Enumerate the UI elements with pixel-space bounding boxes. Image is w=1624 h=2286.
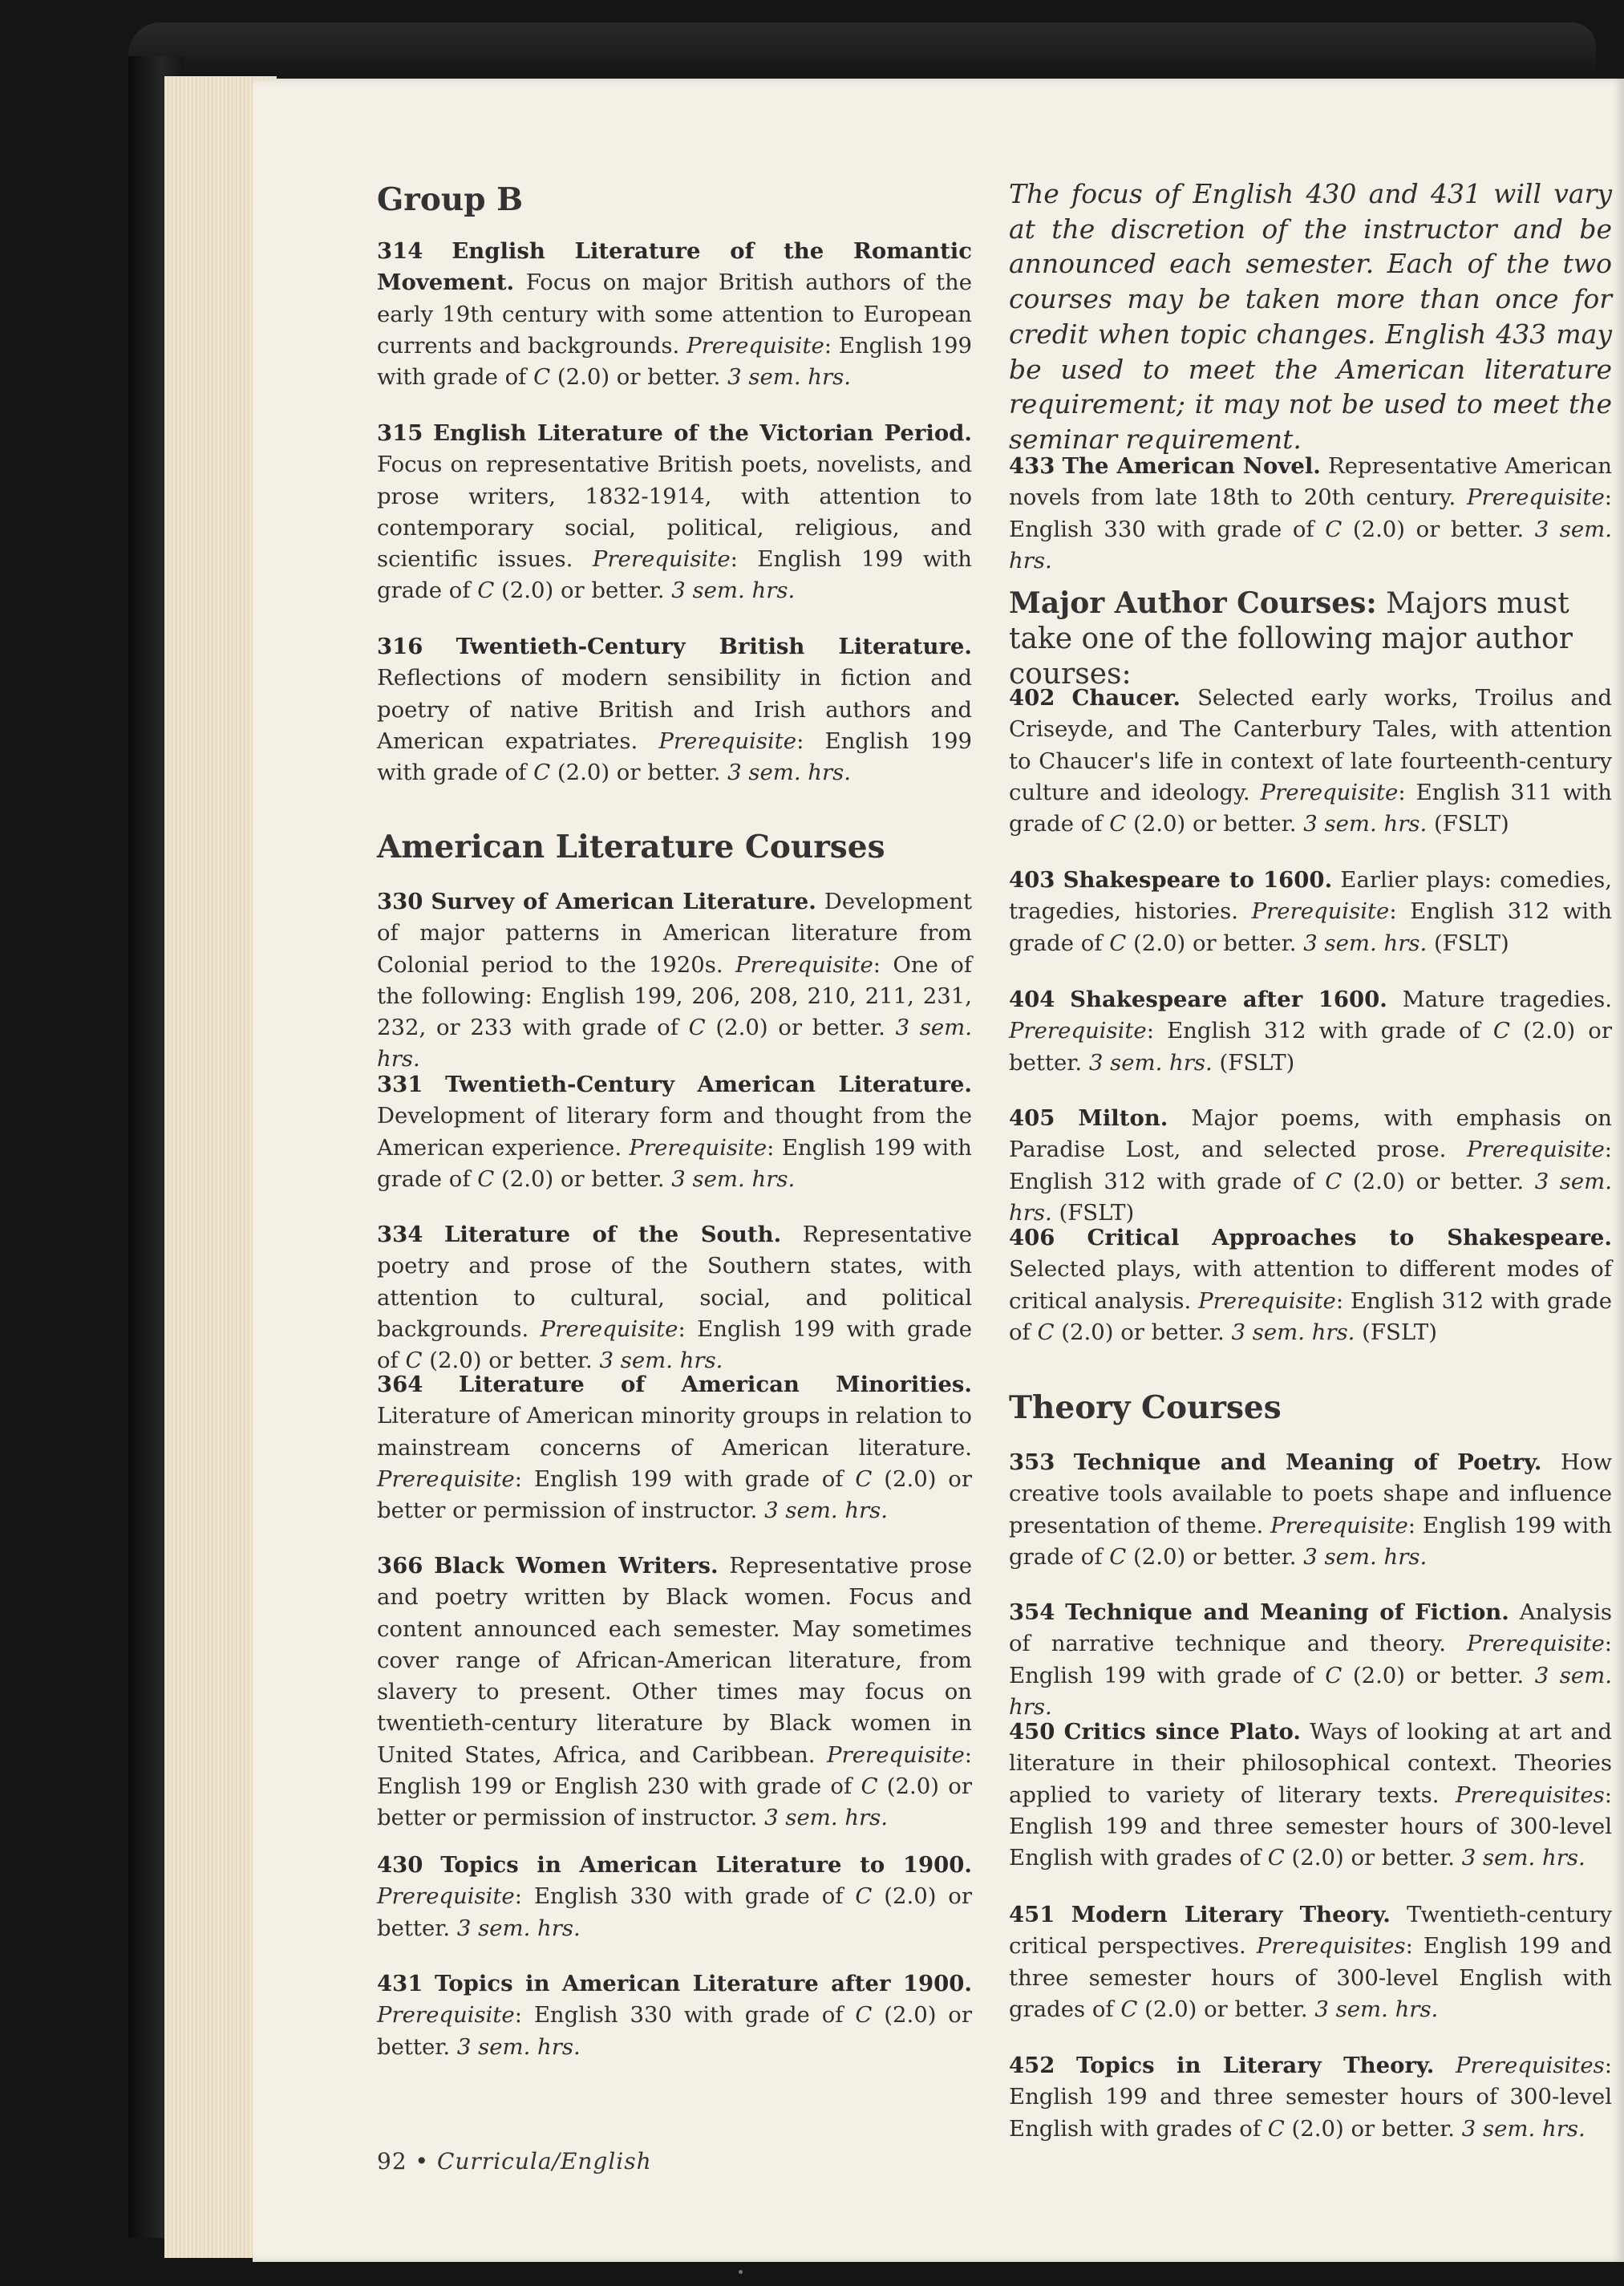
course-description: Earlier plays: comedies, tragedies, histories. bbox=[1009, 867, 1613, 925]
grade-letter: C bbox=[477, 1165, 495, 1192]
grade-letter: C bbox=[855, 2002, 873, 2029]
course-description: Representative American novels from late 18th to 20th century. bbox=[1009, 453, 1612, 511]
grade-letter: C bbox=[1267, 2115, 1285, 2142]
credit-hours: 3 sem. hrs. bbox=[1461, 2115, 1586, 2142]
prerequisite-text: : English 199 with grade of bbox=[377, 728, 972, 786]
prerequisite-text: : English 199 and three semester hours of 300-level English with grades of bbox=[1009, 1781, 1612, 1871]
prerequisite-label: Prerequisite bbox=[1009, 1018, 1147, 1044]
course-description: Reflections of modern sensibility in fiction and poetry of native British and Irish authors and American expatriates. bbox=[377, 665, 972, 754]
theory-heading: Theory Courses bbox=[1009, 1389, 1282, 1426]
grade-text: (2.0) or better. bbox=[1009, 1018, 1612, 1076]
grade-text: (2.0) or better. bbox=[1126, 1543, 1297, 1570]
american-literature-heading: American Literature Courses bbox=[377, 829, 885, 865]
course-description: Representative prose and poetry written by Black women. Focus and content announced each semester. May sometimes cover range of African-American literature, from slavery to present. Other times may focus on twentieth-century literature by Black women in United States, Africa, and Caribbean. bbox=[377, 1553, 973, 1768]
course-number: 316 bbox=[377, 634, 423, 659]
prerequisite-text: : English 199 with grade of bbox=[514, 1465, 856, 1492]
grade-letter: C bbox=[855, 1883, 873, 1910]
prerequisite-text: : English 199 with grade of bbox=[377, 1134, 972, 1192]
course-title: Literature of American Minorities. bbox=[458, 1372, 972, 1397]
course-description: Focus on representative British poets, novelists, and prose writers, 1832-1914, with attention to contemporary social, political, religious, and scientific issues. bbox=[377, 452, 972, 573]
grade-letter: C bbox=[533, 364, 551, 391]
prerequisite-label: Prerequisite bbox=[377, 1883, 515, 1910]
prerequisite-text: : English 199 with grade of bbox=[377, 1315, 972, 1374]
course-number: 366 bbox=[377, 1553, 423, 1579]
course-433 bbox=[1009, 451, 1612, 577]
grade-text: (2.0) or better. bbox=[550, 760, 721, 786]
prerequisite-text: : English 199 with grade of bbox=[1009, 1512, 1612, 1570]
course-tag: (FSLT) bbox=[1212, 1049, 1295, 1076]
prerequisite-label: Prerequisite bbox=[1467, 484, 1605, 511]
course-tag: (FSLT) bbox=[1427, 930, 1509, 956]
course-number: 364 bbox=[377, 1372, 423, 1397]
credit-hours: 3 sem. hrs. bbox=[1009, 1168, 1612, 1226]
course-354 bbox=[1009, 1597, 1612, 1723]
credit-hours: 3 sem. hrs. bbox=[1088, 1049, 1213, 1076]
course-number: 402 bbox=[1009, 685, 1055, 711]
course-title: Critics since Plato. bbox=[1063, 1719, 1301, 1745]
course-number: 406 bbox=[1009, 1225, 1055, 1250]
course-331 bbox=[377, 1069, 972, 1195]
prerequisite-label: Prerequisite bbox=[1251, 898, 1390, 925]
grade-letter: C bbox=[855, 1465, 873, 1492]
footer-section: Curricula/English bbox=[436, 2148, 652, 2175]
course-title: English Literature of the Romantic Movement. bbox=[377, 238, 972, 296]
grade-text: (2.0) or better or permission of instructor. bbox=[377, 1773, 972, 1831]
course-description: Representative poetry and prose of the Southern states, with attention to cultural, social, and political backgrounds. bbox=[377, 1222, 973, 1342]
major-author-heading-lead: Major Author Courses: bbox=[1009, 586, 1377, 620]
course-366 bbox=[377, 1550, 972, 1834]
prerequisite-label: Prerequisite bbox=[1467, 1631, 1605, 1657]
course-title: Critical Approaches to Shakespeare. bbox=[1087, 1225, 1612, 1250]
grade-text: (2.0) or better or permission of instructor. bbox=[377, 1465, 972, 1524]
page-footer bbox=[377, 2148, 652, 2175]
grade-text: (2.0) or better. bbox=[377, 1883, 972, 1941]
grade-text: (2.0) or better. bbox=[494, 1165, 665, 1192]
grade-letter: C bbox=[1325, 1662, 1343, 1688]
grade-letter: C bbox=[1109, 930, 1127, 956]
course-334 bbox=[377, 1219, 972, 1376]
grade-text: (2.0) or better. bbox=[1342, 1168, 1525, 1194]
prerequisite-text: : English 312 with grade of bbox=[1146, 1018, 1493, 1044]
course-description: Development of literary form and thought from the American experience. bbox=[377, 1103, 972, 1161]
prerequisite-text: : English 199 with grade of bbox=[377, 332, 973, 391]
course-406 bbox=[1009, 1222, 1612, 1348]
course-314 bbox=[377, 236, 972, 393]
course-315 bbox=[377, 418, 972, 607]
course-number: 353 bbox=[1009, 1449, 1055, 1475]
prerequisite-label: Prerequisite bbox=[686, 332, 824, 359]
grade-text: (2.0) or better. bbox=[1054, 1319, 1225, 1345]
prerequisite-label: Prerequisites bbox=[1455, 1781, 1605, 1808]
credit-hours: 3 sem. hrs. bbox=[1303, 811, 1428, 837]
course-title: Twentieth-Century British Literature. bbox=[456, 634, 972, 659]
course-number: 451 bbox=[1009, 1902, 1055, 1927]
course-title: Chaucer. bbox=[1071, 685, 1181, 711]
prerequisite-text: : English 330 with grade of bbox=[514, 2002, 856, 2029]
credit-hours: 3 sem. hrs. bbox=[727, 760, 852, 786]
course-title: Literature of the South. bbox=[444, 1222, 782, 1247]
course-description: Ways of looking at art and literature in their philosophical context. Theories applied to variety of literary texts. bbox=[1009, 1719, 1612, 1808]
course-description: Mature tragedies. bbox=[1402, 987, 1612, 1012]
course-title: Shakespeare after 1600. bbox=[1070, 987, 1387, 1012]
prerequisite-label: Prerequisite bbox=[827, 1741, 965, 1768]
credit-hours: 3 sem. hrs. bbox=[456, 1915, 581, 1941]
prerequisite-text: : English 311 with grade of bbox=[1009, 779, 1612, 837]
prerequisite-label: Prerequisite bbox=[1270, 1512, 1408, 1538]
course-number: 330 bbox=[377, 889, 423, 914]
course-404 bbox=[1009, 984, 1612, 1079]
course-number: 314 bbox=[377, 238, 423, 264]
grade-text: (2.0) or better. bbox=[1342, 1662, 1525, 1688]
grade-letter: C bbox=[1109, 1543, 1127, 1570]
course-tag: (FSLT) bbox=[1427, 811, 1509, 837]
major-author-heading-rest: Majors must take one of the following major author courses: bbox=[1009, 587, 1573, 691]
course-title: Black Women Writers. bbox=[434, 1553, 719, 1579]
credit-hours: 3 sem. hrs. bbox=[1461, 1845, 1586, 1871]
credit-hours: 3 sem. hrs. bbox=[727, 364, 852, 391]
course-title: Topics in American Literature to 1900. bbox=[440, 1852, 972, 1878]
credit-hours: 3 sem. hrs. bbox=[1314, 1996, 1439, 2022]
course-number: 450 bbox=[1009, 1719, 1055, 1745]
grade-letter: C bbox=[688, 1015, 706, 1041]
course-430 bbox=[377, 1850, 972, 1944]
course-451 bbox=[1009, 1899, 1612, 2025]
course-title: Twentieth-Century American Literature. bbox=[445, 1072, 972, 1097]
course-number: 331 bbox=[377, 1072, 423, 1097]
course-number: 354 bbox=[1009, 1599, 1055, 1625]
course-364 bbox=[377, 1369, 972, 1526]
course-number: 315 bbox=[377, 420, 423, 446]
course-number: 433 bbox=[1009, 453, 1055, 479]
grade-letter: C bbox=[477, 578, 495, 604]
course-title: Modern Literary Theory. bbox=[1071, 1902, 1391, 1927]
prerequisite-label: Prerequisite bbox=[658, 728, 797, 754]
grade-letter: C bbox=[533, 760, 551, 786]
course-316 bbox=[377, 631, 972, 788]
prerequisite-text: : English 199 or English 230 with grade of bbox=[377, 1741, 972, 1800]
course-description: Selected plays, with attention to different modes of critical analysis. bbox=[1009, 1256, 1612, 1314]
prerequisite-label: Prerequisite bbox=[1260, 779, 1399, 805]
prerequisite-text: : English 199 and three semester hours of 300-level English with grades of bbox=[1009, 1933, 1612, 2022]
prerequisite-label: Prerequisite bbox=[540, 1315, 678, 1342]
grade-letter: C bbox=[1492, 1018, 1510, 1044]
grade-text: (2.0) or better. bbox=[1137, 1996, 1308, 2022]
catalog-page bbox=[253, 79, 1624, 2262]
course-title: Shakespeare to 1600. bbox=[1063, 867, 1333, 893]
course-description: Focus on major British authors of the early 19th century with some attention to European currents and backgrounds. bbox=[377, 270, 972, 359]
course-330 bbox=[377, 886, 972, 1076]
course-450 bbox=[1009, 1717, 1612, 1874]
course-452 bbox=[1009, 2050, 1612, 2145]
credit-hours: 3 sem. hrs. bbox=[1009, 516, 1612, 574]
grade-letter: C bbox=[1325, 516, 1343, 542]
credit-hours: 3 sem. hrs. bbox=[671, 578, 796, 604]
prerequisite-text: : English 312 with grade of bbox=[1009, 1137, 1612, 1194]
grade-letter: C bbox=[861, 1773, 878, 1800]
prerequisite-label: Prerequisite bbox=[1198, 1287, 1336, 1314]
grade-letter: C bbox=[1267, 1845, 1285, 1871]
prerequisite-text: : English 199 with grade of bbox=[1009, 1631, 1612, 1688]
credit-hours: 3 sem. hrs. bbox=[456, 2033, 581, 2060]
course-tag: (FSLT) bbox=[1355, 1319, 1437, 1345]
prerequisite-text: : One of the following: English 199, 206, 208, 210, 211, 231, 232, or 233 with grade of bbox=[377, 951, 973, 1041]
course-431 bbox=[377, 1968, 972, 2063]
course-402 bbox=[1009, 683, 1612, 840]
credit-hours: 3 sem. hrs. bbox=[1009, 1662, 1612, 1720]
credit-hours: 3 sem. hrs. bbox=[599, 1348, 723, 1374]
course-number: 452 bbox=[1009, 2053, 1055, 2078]
course-description: Development of major patterns in American literature from Colonial period to the 1920s. bbox=[377, 889, 972, 978]
prerequisite-label: Prerequisite bbox=[592, 546, 731, 573]
prerequisite-label: Prerequisite bbox=[629, 1134, 767, 1161]
course-405 bbox=[1009, 1103, 1612, 1229]
group-b-heading: Group B bbox=[377, 181, 524, 218]
course-description: Twentieth-century critical perspectives. bbox=[1009, 1902, 1613, 1960]
prerequisite-label: Prerequisite bbox=[377, 1465, 515, 1492]
course-number: 430 bbox=[377, 1852, 423, 1878]
grade-text: (2.0) or better. bbox=[494, 578, 665, 604]
grade-text: (2.0) or better. bbox=[377, 2002, 972, 2060]
credit-hours: 3 sem. hrs. bbox=[764, 1805, 889, 1831]
course-title: English Literature of the Victorian Period. bbox=[432, 420, 972, 446]
grade-text: (2.0) or better. bbox=[1342, 516, 1525, 542]
prerequisite-text: : English 330 with grade of bbox=[514, 1883, 856, 1910]
course-number: 405 bbox=[1009, 1105, 1055, 1131]
page-number: 92 bbox=[377, 2148, 407, 2175]
course-403 bbox=[1009, 865, 1612, 959]
course-title: Topics in Literary Theory. bbox=[1076, 2053, 1435, 2078]
course-description: Major poems, with emphasis on Paradise Lost, and selected prose. bbox=[1009, 1105, 1613, 1163]
course-number: 403 bbox=[1009, 867, 1055, 893]
grade-letter: C bbox=[1120, 1996, 1138, 2022]
grade-text: (2.0) or better. bbox=[705, 1015, 885, 1041]
course-description: Literature of American minority groups in relation to mainstream concerns of American literature. bbox=[377, 1403, 972, 1461]
credit-hours: 3 sem. hrs. bbox=[671, 1165, 796, 1192]
course-title: Milton. bbox=[1078, 1105, 1168, 1131]
prerequisite-label: Prerequisites bbox=[1256, 1933, 1406, 1960]
credit-hours: 3 sem. hrs. bbox=[764, 1498, 889, 1524]
course-number: 404 bbox=[1009, 987, 1055, 1012]
prerequisite-label: Prerequisite bbox=[1467, 1137, 1605, 1163]
footer-bullet: • bbox=[415, 2148, 430, 2175]
credit-hours: 3 sem. hrs. bbox=[377, 1015, 972, 1072]
course-tag: (FSLT) bbox=[1051, 1199, 1135, 1226]
major-author-heading bbox=[1009, 586, 1612, 692]
topics-note: The focus of English 430 and 431 will vary at the discretion of the instructor and be announced each semester. Each of the two courses may be taken more than once for credit when topic changes. English 433 may be used to meet the American literature requirement; it may not be used to meet the seminar requirement. bbox=[1009, 178, 1612, 455]
dust-speck bbox=[739, 2270, 743, 2274]
prerequisite-text: : English 199 and three semester hours of 300-level English with grades of bbox=[1009, 2053, 1613, 2142]
prerequisite-label: Prerequisites bbox=[1455, 2053, 1605, 2078]
course-description: Selected early works, Troilus and Criseyde, and The Canterbury Tales, with attention to Chaucer's life in context of late fourteenth-century culture and ideology. bbox=[1009, 685, 1612, 805]
course-title: Technique and Meaning of Fiction. bbox=[1065, 1599, 1509, 1625]
course-353 bbox=[1009, 1447, 1612, 1573]
grade-text: (2.0) or better. bbox=[1126, 930, 1297, 956]
course-title: The American Novel. bbox=[1062, 453, 1321, 479]
grade-letter: C bbox=[1037, 1319, 1055, 1345]
course-title: Technique and Meaning of Poetry. bbox=[1073, 1449, 1542, 1475]
prerequisite-text: : English 199 with grade of bbox=[377, 546, 972, 604]
prerequisite-text: : English 312 with grade of bbox=[1009, 1287, 1612, 1345]
grade-letter: C bbox=[405, 1348, 423, 1374]
grade-letter: C bbox=[1109, 811, 1127, 837]
prerequisite-text: : English 330 with grade of bbox=[1009, 484, 1612, 542]
grade-text: (2.0) or better. bbox=[1284, 2115, 1456, 2142]
grade-text: (2.0) or better. bbox=[1284, 1845, 1456, 1871]
prerequisite-text: : English 312 with grade of bbox=[1009, 898, 1612, 956]
grade-text: (2.0) or better. bbox=[550, 364, 721, 391]
course-title: Topics in American Literature after 1900. bbox=[435, 1971, 972, 1996]
course-title: Survey of American Literature. bbox=[431, 889, 816, 914]
credit-hours: 3 sem. hrs. bbox=[1303, 930, 1428, 956]
grade-text: (2.0) or better. bbox=[1126, 811, 1297, 837]
grade-text: (2.0) or better. bbox=[422, 1348, 593, 1374]
course-description: How creative tools available to poets shape and influence presentation of theme. bbox=[1009, 1449, 1613, 1538]
prerequisite-label: Prerequisite bbox=[377, 2002, 515, 2029]
credit-hours: 3 sem. hrs. bbox=[1303, 1543, 1428, 1570]
grade-letter: C bbox=[1325, 1168, 1343, 1194]
course-number: 431 bbox=[377, 1971, 423, 1996]
prerequisite-label: Prerequisite bbox=[735, 951, 873, 978]
credit-hours: 3 sem. hrs. bbox=[1231, 1319, 1355, 1345]
course-description: Analysis of narrative technique and theory. bbox=[1009, 1599, 1613, 1657]
course-number: 334 bbox=[377, 1222, 423, 1247]
